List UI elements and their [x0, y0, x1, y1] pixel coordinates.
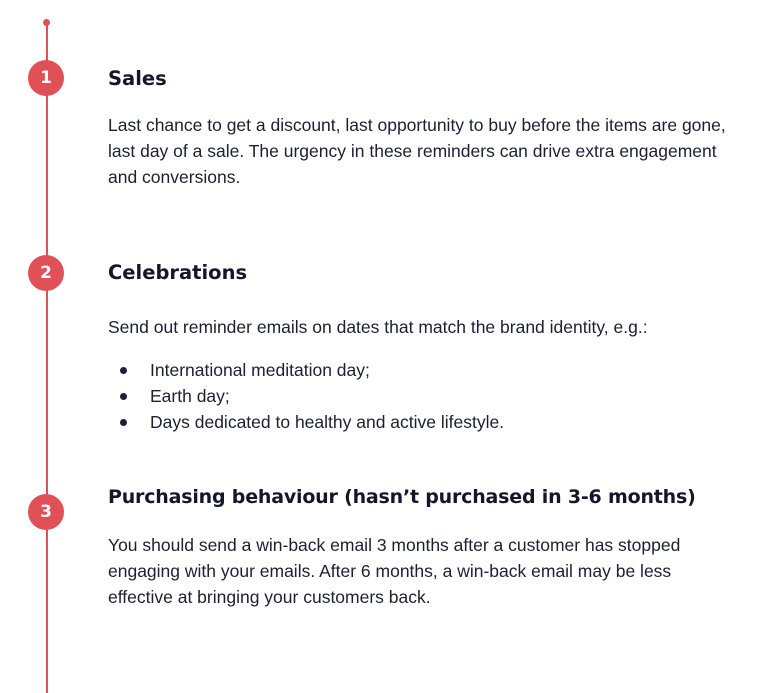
step-1-description: Last chance to get a discount, last opportunity to buy before the items are gone, last day of a sale. The urgency in these reminders can drive extra engagement and conversions. — [108, 115, 726, 187]
step-1-heading: Sales — [108, 67, 167, 90]
list-item-text: Earth day; — [150, 386, 230, 406]
step-3-heading: Purchasing behaviour (hasn’t purchased in 3-6 months) — [108, 486, 696, 508]
step-3-number-badge: 3 — [28, 494, 64, 530]
bullet-icon — [120, 419, 127, 426]
list-item — [108, 409, 504, 435]
list-item-text: Days dedicated to healthy and active lifestyle. — [150, 412, 505, 432]
list-item-text: International meditation day; — [150, 360, 370, 380]
timeline-line — [46, 22, 48, 693]
list-item — [108, 383, 504, 409]
list-item — [108, 357, 504, 383]
step-2-description: Send out reminder emails on dates that match the brand identity, e.g.: — [108, 317, 648, 337]
bullet-icon — [120, 393, 127, 400]
step-3-description: You should send a win-back email 3 months after a customer has stopped engaging with your emails. After 6 months, a win-back email may be less effective at bringing your customers back. — [108, 535, 681, 607]
step-2-number-badge: 2 — [28, 255, 64, 291]
step-1-number-badge: 1 — [28, 60, 64, 96]
step-2-bullet-list — [108, 357, 504, 435]
timeline-start-dot — [43, 19, 50, 26]
step-2-heading: Celebrations — [108, 261, 248, 284]
bullet-icon — [120, 367, 127, 374]
